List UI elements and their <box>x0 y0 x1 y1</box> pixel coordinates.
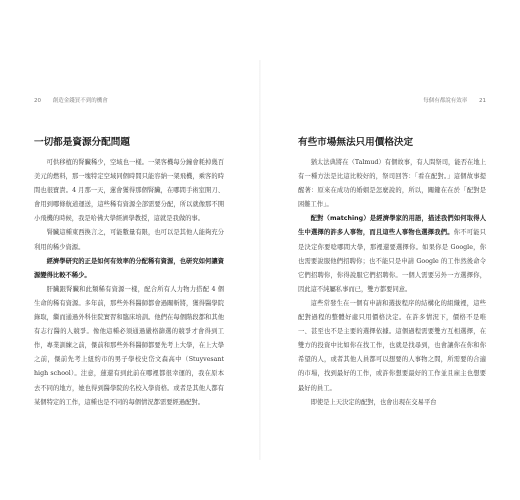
body-text-right <box>298 156 486 410</box>
paragraph-tail: 你不可能只是決定你要唸哪間大學，那裡還要選擇你。如果你是 Google，你也需要說服他們招聘你；也不能只是申請 Google 的工作然後命令它們招聘你，你得說服它們招聘你。一個人需要另外一方選擇你，因此這不純屬私事而已，雙方都要同意。 <box>298 229 487 293</box>
book-gutter <box>259 60 261 460</box>
paragraph: 腎臟這種東西換言之，可能數量有限，也可以是其他人能夠充分利用的稀少資源。 <box>34 229 224 251</box>
section-title-left: 一切都是資源分配問題 <box>34 137 130 148</box>
body-text-left <box>34 156 224 410</box>
bold-paragraph: 經濟學研究的正是如何有效率的分配稀有資源，也研究如何讓資源變得比較不稀少。 <box>34 257 224 279</box>
paragraph: 肝臟跟腎臟和此類稀有資源一樣，配合所有人力物力搭配 4 個生命的稀有資源。多年前，那些外科醫師都會過關斬將，獲得醫學院錄取，繼而通過外科住院實習和臨床培訓。他們在每個階段都和其他有志行醫的人競爭。像他這種必須通過嚴格篩選的競爭才會得到工作，專業訓練之前，傑前和那些外科醫師都要先考上大學，在上大學之前，傑前先考上紐約市的男子學校史岱文森高中（Stuyvesant high school）。注意，蓮還有到此前在哪裡都很幸運的，我在原本去不同的地方，她也得到醫學院的名校入學資格。或者是其他人都有某個特定的工作，這種也是不同的每個情況都需要經過配對。 <box>34 285 224 406</box>
paragraph <box>298 212 486 297</box>
section-title-right: 有些市場無法只用價格決定 <box>298 137 414 148</box>
page-number-left: 20 <box>34 98 41 104</box>
running-head-left-text: 創造金錢買不到的機會 <box>52 98 108 104</box>
left-page <box>0 0 258 500</box>
bold-lead: 配對（matching）是經濟學家的用語，描述我們如何取得人生中選擇的許多人事物，而且這些人事物也選擇我們。 <box>298 215 486 237</box>
paragraph: 猶太法典將在（Talmud）有個故事，有人問祭司，能否在地上有一種方法是比這比較好的，祭司回答：「看在配對。」這個故事提醒著：原來在成功的婚姻是怎麼說的，所以，關鍵在在於「配對是困難工作」。 <box>298 159 486 209</box>
page-number-right: 21 <box>479 98 486 104</box>
running-head-right <box>423 96 486 104</box>
paragraph: 這些常發生在一個有申請和選拔程序的結構化的組織裡，這些配對過程的整體好處只用價格決定。在許多情況下，價格不是唯一、甚至也不是主要的選擇依據。這個過程需要雙方互相選擇，在雙方的投資中比如你在找工作，也就是找尋到，也會讓你在你和你希望的人，或者其他人員都可以想要的人事物之間，所需要的合適的市場，找到最好的工作，或許你想要最好的工作並且雇主也想要最好的員工。 <box>298 299 486 392</box>
running-head-right-text: 每個有都說有效率 <box>423 98 468 104</box>
right-page <box>262 0 520 500</box>
running-head-left <box>34 96 108 104</box>
paragraph: 即使是上天決定的配對，也會出現在交易平台 <box>310 398 437 406</box>
paragraph: 可供移植的腎臟稀少，空域也一樣。一架客機每分鐘會耗掉幾百美元的燃料，那一塊特定空域同個時間只能容納一架飛機，乘客的時間也很寶貴。4 月那一天，蓮會獲得那個腎臟，在哪間手術室開刀、會用到哪條航道運送，這些稀有資源全部需要分配，所以就像那不開小飛機的時候，我是哈佛大學經濟學教授，這就是我做的事。 <box>34 159 224 223</box>
